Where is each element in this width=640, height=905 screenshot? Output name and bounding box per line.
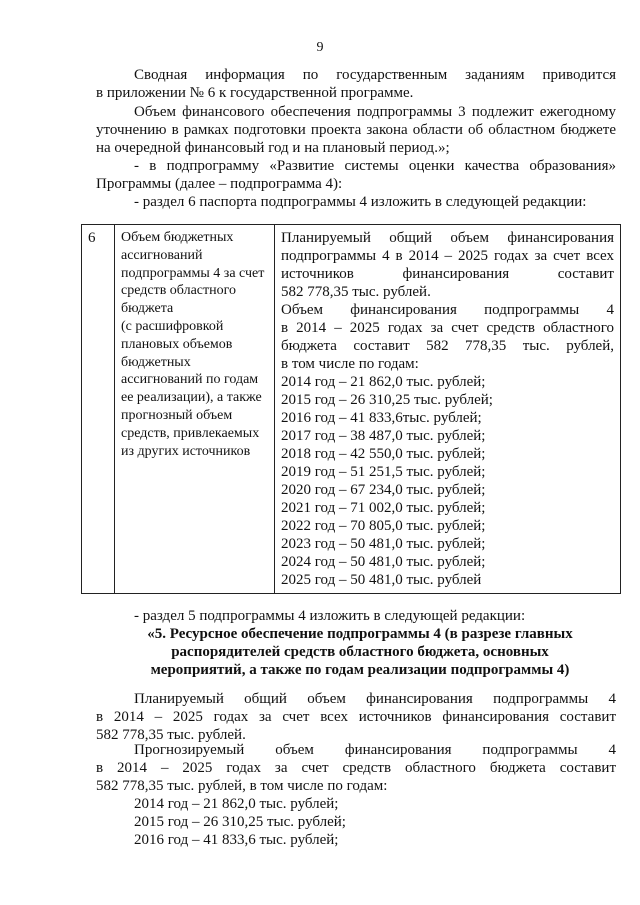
value-line: 2014 год – 21 862,0 тыс. рублей; — [281, 374, 486, 390]
label-line: ее реализации), а также — [121, 390, 262, 406]
row-value-cell — [275, 225, 621, 594]
value-line: источников финансирования составит — [281, 266, 614, 282]
year-list — [134, 795, 614, 849]
value-line: 2016 год – 41 833,6тыс. рублей; — [281, 410, 482, 426]
value-line: 2025 год – 50 481,0 тыс. рублей — [281, 572, 482, 588]
label-line: (с расшифровкой — [121, 318, 224, 334]
value-line: Планируемый общий объем финансирования — [281, 230, 614, 246]
text-line: Сводная информация по государственным заданиям приводится — [134, 67, 616, 83]
subprogram-paragraph — [96, 157, 616, 193]
label-line: средств областного — [121, 283, 237, 299]
year-line: 2015 год – 26 310,25 тыс. рублей; — [134, 814, 346, 830]
value-line: бюджета составит 582 778,35 тыс. рублей, — [281, 338, 614, 354]
text-line: в приложении № 6 к государственной программе. — [96, 85, 414, 101]
value-line: Объем финансирования подпрограммы 4 — [281, 302, 614, 318]
table-row — [82, 225, 621, 594]
forecast-funding-paragraph — [96, 741, 616, 795]
text-line: Программы (далее – подпрограмма 4): — [96, 176, 343, 192]
value-line: 2018 год – 42 550,0 тыс. рублей; — [281, 446, 486, 462]
label-line: средств, привлекаемых — [121, 425, 260, 441]
row-number: 6 — [82, 225, 115, 594]
text-line: в 2014 – 2025 годах за счет всех источников финансирования составит — [96, 709, 616, 725]
value-line: в 2014 – 2025 годах за счет средств областного — [281, 320, 614, 336]
text-line: - раздел 6 паспорта подпрограммы 4 изложить в следующей редакции: — [134, 194, 587, 210]
summary-paragraph — [96, 66, 616, 102]
value-line: 2022 год – 70 805,0 тыс. рублей; — [281, 518, 486, 534]
value-line: 2021 год – 71 002,0 тыс. рублей; — [281, 500, 486, 516]
value-line: подпрограммы 4 в 2014 – 2025 годах за счет всех — [281, 248, 614, 264]
year-line: 2014 год – 21 862,0 тыс. рублей; — [134, 796, 339, 812]
heading-line: распорядителей средств областного бюджета, основных — [171, 644, 549, 660]
value-line: 2024 год – 50 481,0 тыс. рублей; — [281, 554, 486, 570]
label-line: ассигнований — [121, 247, 203, 263]
label-line: ассигнований по годам — [121, 372, 259, 388]
text-line: в 2014 – 2025 годах за счет средств областного бюджета составит — [96, 760, 616, 776]
section5-instruction — [96, 607, 616, 625]
label-line: плановых объемов — [121, 336, 233, 352]
value-line: 2023 год – 50 481,0 тыс. рублей; — [281, 536, 486, 552]
section-instruction — [96, 193, 616, 211]
label-line: бюджетных — [121, 354, 191, 370]
label-line: Объем бюджетных — [121, 230, 234, 245]
heading-line: «5. Ресурсное обеспечение подпрограммы 4 (в разрезе главных — [147, 626, 573, 642]
value-line: 2015 год – 26 310,25 тыс. рублей; — [281, 392, 493, 408]
value-line: в том числе по годам: — [281, 356, 419, 372]
year-line: 2016 год – 41 833,6 тыс. рублей; — [134, 832, 339, 848]
value-line: 2020 год – 67 234,0 тыс. рублей; — [281, 482, 486, 498]
text-line: Объем финансового обеспечения подпрограммы 3 подлежит ежегодному — [134, 104, 616, 120]
label-line: бюджета — [121, 301, 174, 317]
heading-line: мероприятий, а также по годам реализации подпрограммы 4) — [150, 662, 570, 678]
label-line: прогнозный объем — [121, 407, 233, 423]
text-line: уточнению в рамках подготовки проекта закона области об областном бюджете — [96, 122, 616, 138]
text-line: - раздел 5 подпрограммы 4 изложить в следующей редакции: — [134, 608, 526, 624]
text-line: Прогнозируемый объем финансирования подпрограммы 4 — [134, 742, 616, 758]
value-line: 582 778,35 тыс. рублей. — [281, 284, 431, 300]
page-number: 9 — [316, 40, 324, 55]
row-label-cell — [115, 225, 275, 594]
label-line: подпрограммы 4 за счет — [121, 265, 265, 281]
planned-funding-paragraph — [96, 690, 616, 744]
section-heading — [110, 625, 610, 679]
value-line: 2017 год – 38 487,0 тыс. рублей; — [281, 428, 486, 444]
text-line: на очередной финансовый год и на плановый период.»; — [96, 140, 450, 156]
passport-table — [81, 224, 621, 594]
label-line: из других источников — [121, 443, 251, 459]
text-line: Планируемый общий объем финансирования подпрограммы 4 — [134, 691, 616, 707]
funding-paragraph — [96, 103, 616, 157]
value-line: 2019 год – 51 251,5 тыс. рублей; — [281, 464, 486, 480]
text-line: 582 778,35 тыс. рублей, в том числе по годам: — [96, 778, 388, 794]
text-line: - в подпрограмму «Развитие системы оценки качества образования» — [134, 158, 616, 174]
text-line: 582 778,35 тыс. рублей. — [96, 727, 246, 743]
